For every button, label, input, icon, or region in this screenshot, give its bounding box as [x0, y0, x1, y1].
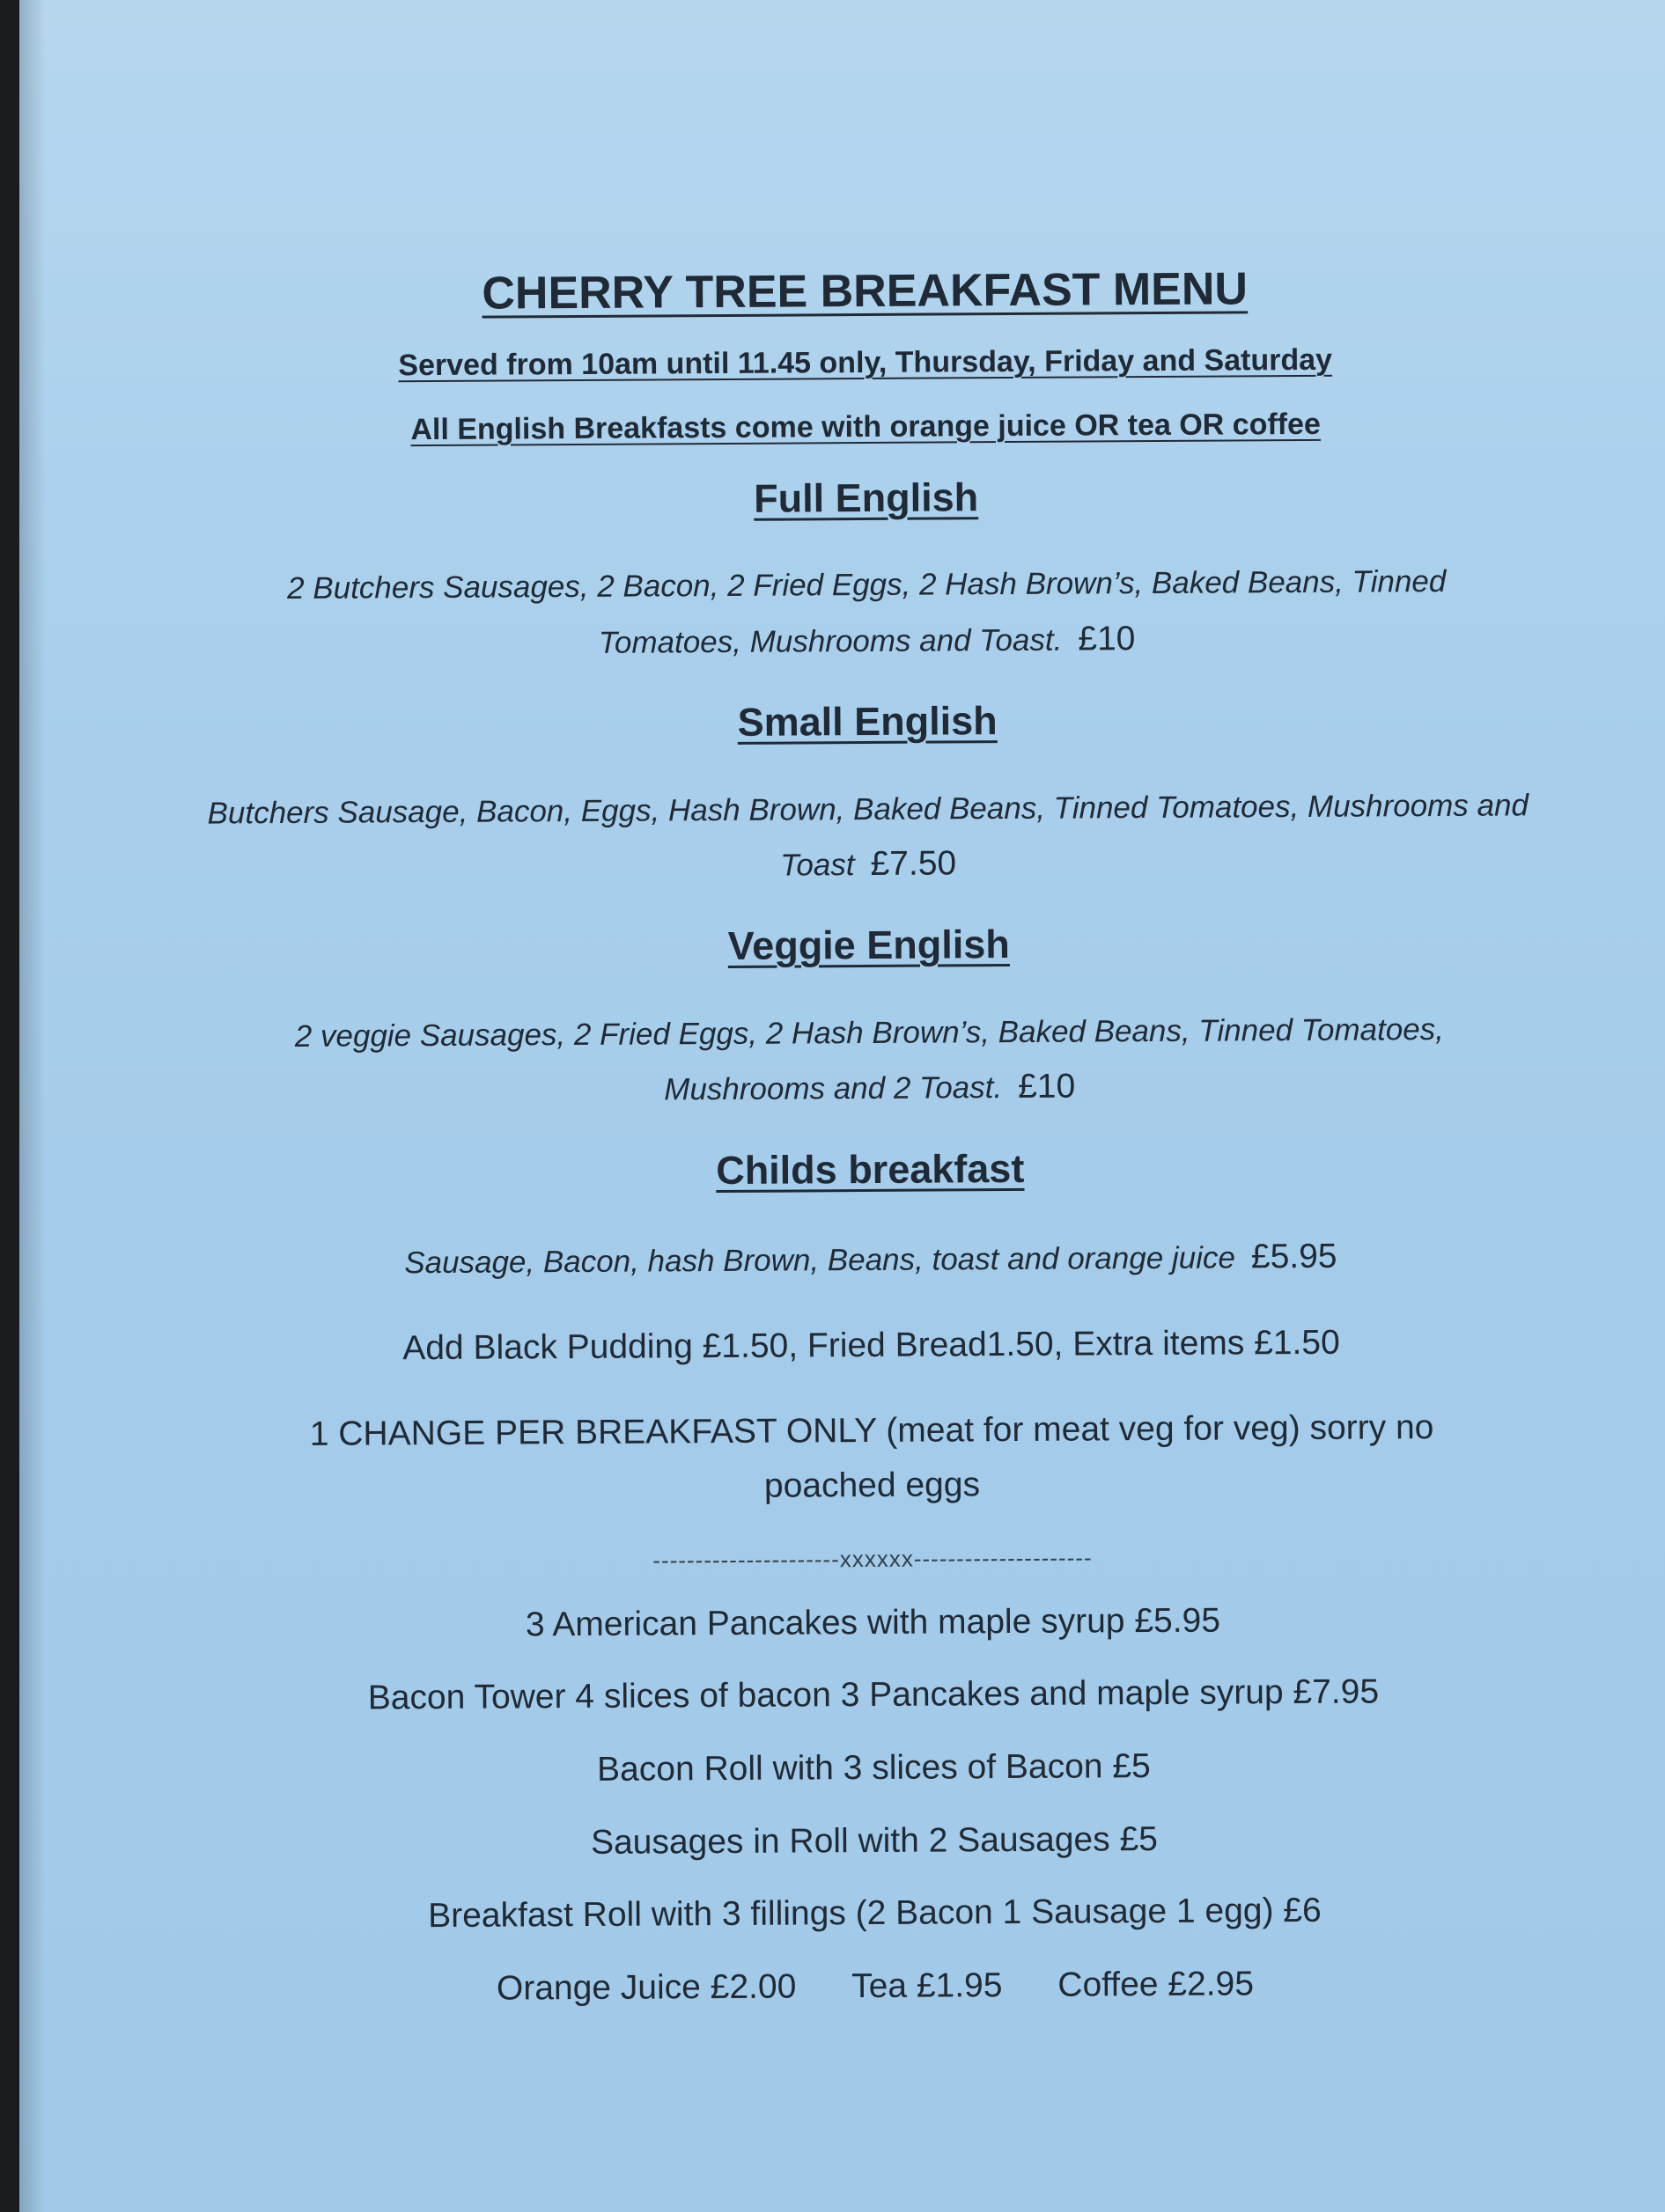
item-price: £5.95: [1250, 1237, 1337, 1276]
section-heading-small-english: Small English: [737, 698, 998, 745]
change-policy-note: 1 CHANGE PER BREAKFAST ONLY (meat for meat veg for veg) sorry no poached eggs: [309, 1407, 1434, 1505]
drink-coffee: Coffee £2.95: [1057, 1965, 1255, 2004]
menu-sheet: [19, 0, 1665, 2212]
section-heading-childs-breakfast: Childs breakfast: [716, 1145, 1025, 1193]
drinks-price-line: [162, 1960, 1588, 2014]
serving-times: Served from 10am until 11.45 only, Thursday, Friday and Saturday: [398, 343, 1333, 383]
item-description: Sausage, Bacon, hash Brown, Beans, toast and orange juice: [404, 1240, 1236, 1281]
section-description-small-english: [199, 779, 1538, 898]
section-description-veggie-english: [244, 1003, 1495, 1121]
item-price: £10: [1078, 619, 1136, 658]
drink-orange-juice: Orange Juice £2.00: [496, 1967, 797, 2008]
menu-item-bacon-tower: Bacon Tower 4 slices of bacon 3 Pancakes and maple syrup £7.95: [367, 1672, 1380, 1717]
item-price: £7.50: [870, 844, 957, 884]
menu-item-breakfast-roll: Breakfast Roll with 3 fillings (2 Bacon 1 Sausage 1 egg) £6: [428, 1892, 1322, 1936]
sheet-edge-shadow: [19, 0, 46, 2212]
section-heading-veggie-english: Veggie English: [727, 922, 1010, 969]
menu-item-bacon-roll: Bacon Roll with 3 slices of Bacon £5: [596, 1747, 1151, 1789]
drink-tea: Tea £1.95: [851, 1966, 1003, 2006]
section-heading-full-english: Full English: [753, 474, 979, 521]
extras-line: Add Black Pudding £1.50, Fried Bread1.50, Extra items £1.50: [402, 1324, 1340, 1368]
menu-item-pancakes: 3 American Pancakes with maple syrup £5.95: [525, 1601, 1221, 1644]
menu-title: CHERRY TREE BREAKFAST MENU: [482, 263, 1249, 320]
section-description-full-english: [241, 555, 1492, 673]
item-description: 2 veggie Sausages, 2 Fried Eggs, 2 Hash Brown’s, Baked Beans, Tinned Tomatoes, Mushrooms and 2 Toast.: [294, 1011, 1445, 1107]
item-price: £10: [1017, 1067, 1076, 1106]
menu-item-sausage-roll: Sausages in Roll with 2 Sausages £5: [590, 1819, 1159, 1862]
menu-content: [151, 260, 1588, 2014]
section-divider: ----------------------xxxxxx---------------------: [652, 1544, 1093, 1574]
item-description: Butchers Sausage, Bacon, Eggs, Hash Brown, Baked Beans, Tinned Tomatoes, Mushrooms and Toast: [207, 787, 1529, 883]
item-description: 2 Butchers Sausages, 2 Bacon, 2 Fried Eggs, 2 Hash Brown’s, Baked Beans, Tinned Tomatoes, Mushrooms and Toast.: [287, 564, 1447, 660]
section-description-childs-breakfast: [246, 1227, 1496, 1293]
drinks-included-note: All English Breakfasts come with orange juice OR tea OR coffee: [410, 407, 1321, 446]
